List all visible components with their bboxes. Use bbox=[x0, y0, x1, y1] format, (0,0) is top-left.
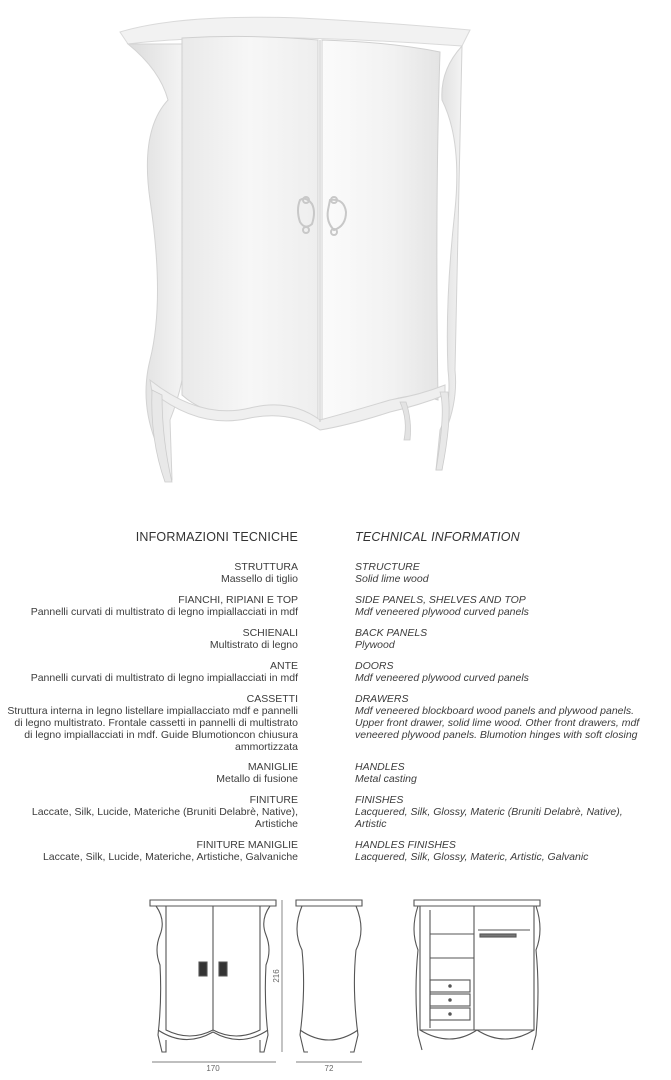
spec-title: ANTE bbox=[269, 660, 298, 672]
spec-title: FIANCHI, RIPIANI E TOP bbox=[178, 594, 298, 606]
spec-text: Mdf veneered plywood curved panels bbox=[355, 672, 529, 684]
technical-drawings bbox=[0, 890, 671, 1080]
spec-drawers-en bbox=[355, 693, 653, 741]
spec-title: DOORS bbox=[355, 660, 394, 672]
spec-text: Mdf veneered blockboard wood panels and plywood panels. Upper front drawer, solid lime wood. Other front drawers, mdf veneered plywood panels. Blumotion hinges with soft closing bbox=[355, 705, 640, 741]
spec-handle-finishes-it bbox=[0, 839, 298, 863]
spec-text: Lacquered, Silk, Glossy, Materic (Bruniti Delabrè, Native), Artistic bbox=[355, 806, 623, 830]
spec-title: HANDLES bbox=[355, 761, 405, 773]
spec-title: SIDE PANELS, SHELVES AND TOP bbox=[355, 594, 526, 606]
spec-structure-en bbox=[355, 561, 660, 585]
spec-title: BACK PANELS bbox=[355, 627, 428, 639]
spec-text: Massello di tiglio bbox=[220, 573, 298, 585]
spec-title: CASSETTI bbox=[246, 693, 298, 705]
spec-doors-en bbox=[355, 660, 660, 684]
spec-text: Lacquered, Silk, Glossy, Materic, Artistic, Galvanic bbox=[355, 851, 589, 863]
spec-text: Mdf veneered plywood curved panels bbox=[355, 606, 529, 618]
header-en: TECHNICAL INFORMATION bbox=[355, 530, 520, 544]
spec-title: DRAWERS bbox=[355, 693, 409, 705]
spec-text: Solid lime wood bbox=[355, 573, 429, 585]
dimension-height: 216 bbox=[272, 969, 281, 983]
spec-title: FINITURE MANIGLIE bbox=[196, 839, 298, 851]
spec-finishes-it bbox=[0, 794, 298, 830]
spec-panels-en bbox=[355, 594, 660, 618]
spec-back-it bbox=[0, 627, 298, 651]
spec-text: Plywood bbox=[355, 639, 395, 651]
spec-panels-it bbox=[0, 594, 298, 618]
interior-view-drawing bbox=[414, 900, 540, 1050]
side-view-drawing bbox=[296, 900, 362, 1052]
spec-text: Laccate, Silk, Lucide, Materiche, Artistiche, Galvaniche bbox=[42, 851, 298, 863]
spec-text: Struttura interna in legno listellare impiallacciato mdf e pannelli di legno multistrato. Frontale cassetti in pannelli di multistrato di legno impiallacciati in mdf. Guide Blumotioncon chiusura ammortizzata bbox=[7, 705, 298, 753]
spec-title: HANDLES FINISHES bbox=[355, 839, 456, 851]
dimension-width: 170 bbox=[206, 1064, 220, 1073]
spec-text: Pannelli curvati di multistrato di legno impiallacciati in mdf bbox=[30, 606, 298, 618]
spec-title: STRUCTURE bbox=[355, 561, 420, 573]
spec-drawers-it bbox=[4, 693, 298, 753]
dimension-depth: 72 bbox=[324, 1064, 334, 1073]
spec-text: Pannelli curvati di multistrato di legno impiallacciati in mdf bbox=[30, 672, 298, 684]
spec-text: Laccate, Silk, Lucide, Materiche (Bruniti Delabrè, Native), Artistiche bbox=[31, 806, 298, 830]
spec-title: MANIGLIE bbox=[247, 761, 298, 773]
spec-title: FINISHES bbox=[355, 794, 404, 806]
spec-doors-it bbox=[0, 660, 298, 684]
front-view-drawing bbox=[150, 900, 276, 1052]
spec-handle-finishes-en bbox=[355, 839, 660, 863]
wardrobe-photo bbox=[0, 0, 671, 500]
spec-title: FINITURE bbox=[249, 794, 298, 806]
spec-finishes-en bbox=[355, 794, 640, 830]
spec-text: Metal casting bbox=[355, 773, 417, 785]
spec-structure-it bbox=[0, 561, 298, 585]
spec-back-en bbox=[355, 627, 660, 651]
spec-handles-it bbox=[0, 761, 298, 785]
spec-title: SCHIENALI bbox=[242, 627, 298, 639]
spec-handles-en bbox=[355, 761, 660, 785]
spec-text: Multistrato di legno bbox=[209, 639, 298, 651]
spec-text: Metallo di fusione bbox=[216, 773, 298, 785]
spec-title: STRUTTURA bbox=[234, 561, 298, 573]
header-it: INFORMAZIONI TECNICHE bbox=[135, 530, 298, 544]
